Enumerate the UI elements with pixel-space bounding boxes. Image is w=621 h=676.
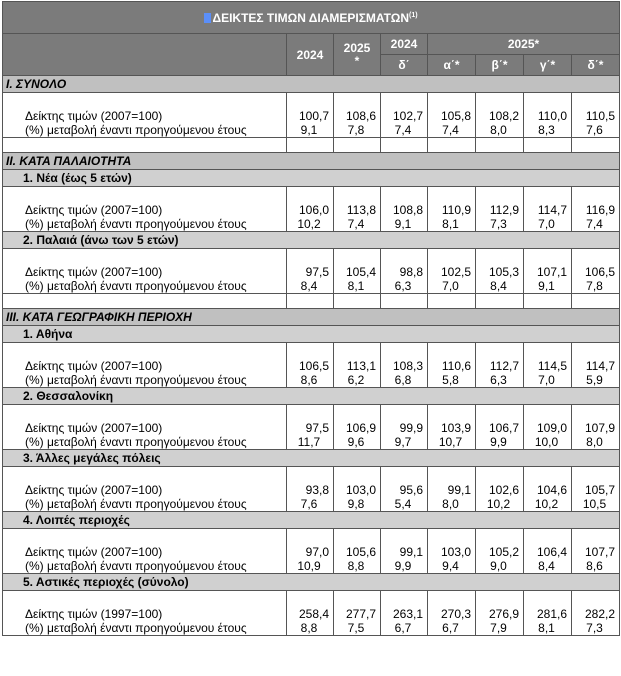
title-text: ΔΕΙΚΤΕΣ ΤΙΜΩΝ ΔΙΑΜΕΡΙΣΜΑΤΩΝ <box>212 10 410 25</box>
spacer-cell <box>334 294 381 309</box>
change-value: 8,1 <box>428 217 476 232</box>
change-value: 10,0 <box>524 435 572 450</box>
spacer-cell <box>428 138 476 153</box>
header-quarter-a: α΄* <box>428 55 476 76</box>
index-value: 108,6 <box>334 93 381 124</box>
change-value: 10,5 <box>572 497 620 512</box>
subsection-title: 2. Παλαιά (άνω των 5 ετών) <box>3 232 620 249</box>
section-row <box>3 76 620 93</box>
subsection-title: 5. Αστικές περιοχές (σύνολο) <box>3 574 620 591</box>
index-value: 104,6 <box>524 467 572 498</box>
change-value: 6,7 <box>428 621 476 636</box>
change-value: 7,8 <box>572 279 620 294</box>
change-label: (%) μεταβολή έναντι προηγούμενου έτους <box>3 123 287 138</box>
spacer-cell <box>3 138 287 153</box>
change-value: 8,4 <box>524 559 572 574</box>
subsection-row <box>3 388 620 405</box>
subsection-title: 1. Νέα (έως 5 ετών) <box>3 170 620 187</box>
index-value: 270,3 <box>428 591 476 622</box>
subsection-row <box>3 326 620 343</box>
change-value: 6,8 <box>381 373 428 388</box>
change-row <box>3 123 620 138</box>
change-row <box>3 279 620 294</box>
change-value: 9,4 <box>428 559 476 574</box>
index-value: 106,4 <box>524 529 572 560</box>
header-2025 <box>334 34 381 76</box>
header-2025-star: * <box>354 53 360 68</box>
index-value: 97,5 <box>287 249 334 280</box>
index-label: Δείκτης τιμών (2007=100) <box>3 467 287 498</box>
change-value: 8,0 <box>476 123 524 138</box>
change-value: 6,2 <box>334 373 381 388</box>
change-value: 10,2 <box>287 217 334 232</box>
spacer-cell <box>524 294 572 309</box>
header-quarter-c: γ΄* <box>524 55 572 76</box>
index-value: 105,2 <box>476 529 524 560</box>
change-value: 8,4 <box>476 279 524 294</box>
change-row <box>3 497 620 512</box>
change-value: 8,1 <box>334 279 381 294</box>
spacer-row <box>3 294 620 309</box>
index-value: 281,6 <box>524 591 572 622</box>
change-value: 7,6 <box>572 123 620 138</box>
index-value: 110,6 <box>428 343 476 374</box>
index-row <box>3 249 620 280</box>
index-value: 102,7 <box>381 93 428 124</box>
change-value: 7,5 <box>334 621 381 636</box>
section-title: I. ΣΥΝΟΛΟ <box>3 76 620 93</box>
change-value: 5,9 <box>572 373 620 388</box>
index-value: 116,9 <box>572 187 620 218</box>
change-value: 6,7 <box>381 621 428 636</box>
change-value: 7,9 <box>476 621 524 636</box>
index-value: 105,3 <box>476 249 524 280</box>
header-2024q: 2024 <box>381 34 428 55</box>
subsection-row <box>3 170 620 187</box>
index-value: 105,6 <box>334 529 381 560</box>
change-value: 8,4 <box>287 279 334 294</box>
subsection-title: 2. Θεσσαλονίκη <box>3 388 620 405</box>
change-value: 7,3 <box>572 621 620 636</box>
index-label: Δείκτης τιμών (1997=100) <box>3 591 287 622</box>
index-row <box>3 343 620 374</box>
change-label: (%) μεταβολή έναντι προηγούμενου έτους <box>3 217 287 232</box>
index-value: 105,4 <box>334 249 381 280</box>
change-value: 7,4 <box>572 217 620 232</box>
index-row <box>3 529 620 560</box>
change-value: 7,0 <box>524 373 572 388</box>
change-value: 8,6 <box>572 559 620 574</box>
change-label: (%) μεταβολή έναντι προηγούμενου έτους <box>3 435 287 450</box>
index-value: 102,5 <box>428 249 476 280</box>
change-value: 7,4 <box>381 123 428 138</box>
index-value: 97,5 <box>287 405 334 436</box>
table-title-row <box>3 2 620 34</box>
index-label: Δείκτης τιμών (2007=100) <box>3 343 287 374</box>
index-row <box>3 591 620 622</box>
change-value: 6,3 <box>476 373 524 388</box>
section-row <box>3 153 620 170</box>
index-value: 282,2 <box>572 591 620 622</box>
change-row <box>3 217 620 232</box>
index-row <box>3 93 620 124</box>
apartment-price-index-table <box>2 1 620 636</box>
change-value: 9,8 <box>334 497 381 512</box>
change-value: 5,4 <box>381 497 428 512</box>
index-label: Δείκτης τιμών (2007=100) <box>3 529 287 560</box>
change-row <box>3 373 620 388</box>
subsection-row <box>3 512 620 529</box>
spacer-cell <box>524 138 572 153</box>
index-value: 277,7 <box>334 591 381 622</box>
change-row <box>3 559 620 574</box>
index-value: 108,3 <box>381 343 428 374</box>
change-value: 7,4 <box>428 123 476 138</box>
change-value: 7,0 <box>524 217 572 232</box>
header-2025-group: 2025* <box>428 34 620 55</box>
index-value: 105,8 <box>428 93 476 124</box>
change-value: 8,3 <box>524 123 572 138</box>
index-value: 100,7 <box>287 93 334 124</box>
section-title: III. ΚΑΤΑ ΓΕΩΓΡΑΦΙΚΗ ΠΕΡΙΟΧΗ <box>3 309 620 326</box>
header-2024q-quarter: δ΄ <box>381 55 428 76</box>
spacer-cell <box>381 138 428 153</box>
change-value: 11,7 <box>287 435 334 450</box>
change-value: 8,1 <box>524 621 572 636</box>
title-footnote: (1) <box>409 11 418 19</box>
index-value: 98,8 <box>381 249 428 280</box>
change-value: 10,7 <box>428 435 476 450</box>
change-value: 9,1 <box>287 123 334 138</box>
subsection-row <box>3 574 620 591</box>
subsection-title: 3. Άλλες μεγάλες πόλεις <box>3 450 620 467</box>
header-empty-cell <box>3 34 287 76</box>
index-value: 110,5 <box>572 93 620 124</box>
change-value: 8,0 <box>572 435 620 450</box>
spacer-cell <box>287 138 334 153</box>
header-2025-label: 2025 <box>343 40 371 55</box>
subsection-title: 4. Λοιπές περιοχές <box>3 512 620 529</box>
index-row <box>3 467 620 498</box>
change-label: (%) μεταβολή έναντι προηγούμενου έτους <box>3 559 287 574</box>
change-value: 5,8 <box>428 373 476 388</box>
header-quarter-d: δ΄* <box>572 55 620 76</box>
price-index-table-container <box>2 1 619 636</box>
index-value: 110,0 <box>524 93 572 124</box>
spacer-cell <box>381 294 428 309</box>
index-value: 108,2 <box>476 93 524 124</box>
index-value: 110,9 <box>428 187 476 218</box>
index-value: 106,9 <box>334 405 381 436</box>
change-value: 9,1 <box>524 279 572 294</box>
change-row <box>3 621 620 636</box>
change-value: 10,9 <box>287 559 334 574</box>
change-value: 9,6 <box>334 435 381 450</box>
index-value: 114,7 <box>524 187 572 218</box>
header-row-1 <box>3 34 620 55</box>
change-value: 8,8 <box>334 559 381 574</box>
change-value: 8,8 <box>287 621 334 636</box>
index-value: 107,7 <box>572 529 620 560</box>
change-value: 7,6 <box>287 497 334 512</box>
header-quarter-b: β΄* <box>476 55 524 76</box>
spacer-cell <box>3 294 287 309</box>
spacer-cell <box>572 294 620 309</box>
index-value: 114,5 <box>524 343 572 374</box>
index-value: 99,9 <box>381 405 428 436</box>
change-value: 9,7 <box>381 435 428 450</box>
change-value: 7,4 <box>334 217 381 232</box>
change-label: (%) μεταβολή έναντι προηγούμενου έτους <box>3 621 287 636</box>
index-value: 112,9 <box>476 187 524 218</box>
index-label: Δείκτης τιμών (2007=100) <box>3 405 287 436</box>
index-label: Δείκτης τιμών (2007=100) <box>3 93 287 124</box>
index-value: 113,1 <box>334 343 381 374</box>
change-label: (%) μεταβολή έναντι προηγούμενου έτους <box>3 373 287 388</box>
index-label: Δείκτης τιμών (2007=100) <box>3 187 287 218</box>
index-row <box>3 187 620 218</box>
index-value: 105,7 <box>572 467 620 498</box>
spacer-cell <box>476 138 524 153</box>
change-value: 10,2 <box>524 497 572 512</box>
change-value: 8,6 <box>287 373 334 388</box>
index-value: 99,1 <box>381 529 428 560</box>
index-value: 103,0 <box>428 529 476 560</box>
index-value: 95,6 <box>381 467 428 498</box>
change-value: 7,0 <box>428 279 476 294</box>
table-title <box>3 2 620 34</box>
change-label: (%) μεταβολή έναντι προηγούμενου έτους <box>3 497 287 512</box>
index-row <box>3 405 620 436</box>
index-value: 106,0 <box>287 187 334 218</box>
index-value: 108,8 <box>381 187 428 218</box>
section-row <box>3 309 620 326</box>
change-row <box>3 435 620 450</box>
index-value: 99,1 <box>428 467 476 498</box>
spacer-cell <box>428 294 476 309</box>
index-value: 113,8 <box>334 187 381 218</box>
change-value: 8,0 <box>428 497 476 512</box>
index-value: 112,7 <box>476 343 524 374</box>
index-value: 258,4 <box>287 591 334 622</box>
index-value: 106,5 <box>572 249 620 280</box>
change-value: 7,8 <box>334 123 381 138</box>
title-marker-icon <box>204 13 211 23</box>
spacer-row <box>3 138 620 153</box>
subsection-title: 1. Αθήνα <box>3 326 620 343</box>
index-value: 103,0 <box>334 467 381 498</box>
index-value: 114,7 <box>572 343 620 374</box>
change-value: 10,2 <box>476 497 524 512</box>
change-value: 9,9 <box>381 559 428 574</box>
index-value: 102,6 <box>476 467 524 498</box>
spacer-cell <box>334 138 381 153</box>
index-value: 93,8 <box>287 467 334 498</box>
spacer-cell <box>287 294 334 309</box>
spacer-cell <box>476 294 524 309</box>
change-label: (%) μεταβολή έναντι προηγούμενου έτους <box>3 279 287 294</box>
change-value: 6,3 <box>381 279 428 294</box>
index-value: 276,9 <box>476 591 524 622</box>
index-value: 109,0 <box>524 405 572 436</box>
change-value: 9,1 <box>381 217 428 232</box>
subsection-row <box>3 232 620 249</box>
index-label: Δείκτης τιμών (2007=100) <box>3 249 287 280</box>
index-value: 106,5 <box>287 343 334 374</box>
change-value: 9,0 <box>476 559 524 574</box>
spacer-cell <box>572 138 620 153</box>
section-title: II. ΚΑΤΑ ΠΑΛΑΙΟΤΗΤΑ <box>3 153 620 170</box>
header-2024: 2024 <box>287 34 334 76</box>
index-value: 107,9 <box>572 405 620 436</box>
index-value: 107,1 <box>524 249 572 280</box>
change-value: 9,9 <box>476 435 524 450</box>
index-value: 106,7 <box>476 405 524 436</box>
index-value: 263,1 <box>381 591 428 622</box>
index-value: 103,9 <box>428 405 476 436</box>
subsection-row <box>3 450 620 467</box>
index-value: 97,0 <box>287 529 334 560</box>
change-value: 7,3 <box>476 217 524 232</box>
